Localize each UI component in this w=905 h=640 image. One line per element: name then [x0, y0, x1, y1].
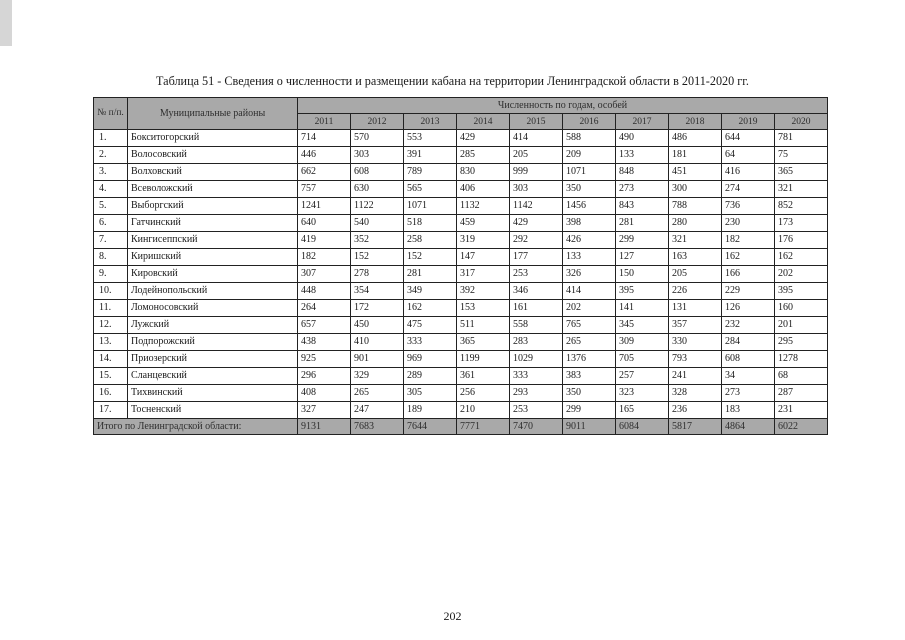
population-value: 321	[775, 181, 828, 198]
population-value: 257	[616, 368, 669, 385]
district-name: Ломоносовский	[128, 300, 298, 317]
population-value: 152	[404, 249, 457, 266]
table-row	[94, 300, 828, 317]
district-name: Тихвинский	[128, 385, 298, 402]
population-value: 365	[775, 164, 828, 181]
population-value: 662	[298, 164, 351, 181]
population-value: 429	[457, 130, 510, 147]
population-value: 319	[457, 232, 510, 249]
district-name: Кингисеппский	[128, 232, 298, 249]
population-value: 205	[510, 147, 563, 164]
population-value: 511	[457, 317, 510, 334]
population-value: 408	[298, 385, 351, 402]
population-value: 426	[563, 232, 616, 249]
population-value: 205	[669, 266, 722, 283]
population-value: 182	[722, 232, 775, 249]
row-number: 10.	[94, 283, 128, 300]
population-value: 226	[669, 283, 722, 300]
population-value: 278	[351, 266, 404, 283]
population-value: 287	[775, 385, 828, 402]
population-value: 329	[351, 368, 404, 385]
district-name: Выборгский	[128, 198, 298, 215]
total-value: 9011	[563, 419, 616, 435]
population-value: 265	[351, 385, 404, 402]
population-value: 326	[563, 266, 616, 283]
population-value: 848	[616, 164, 669, 181]
district-name: Подпорожский	[128, 334, 298, 351]
population-value: 1241	[298, 198, 351, 215]
population-value: 365	[457, 334, 510, 351]
table-row	[94, 164, 828, 181]
population-value: 296	[298, 368, 351, 385]
population-value: 383	[563, 368, 616, 385]
population-value: 486	[669, 130, 722, 147]
population-value: 299	[616, 232, 669, 249]
header-row-group	[94, 98, 828, 114]
population-value: 133	[616, 147, 669, 164]
population-value: 253	[510, 402, 563, 419]
population-value: 789	[404, 164, 457, 181]
population-table	[93, 97, 828, 435]
population-value: 201	[775, 317, 828, 334]
population-value: 189	[404, 402, 457, 419]
population-value: 1071	[563, 164, 616, 181]
population-value: 229	[722, 283, 775, 300]
population-value: 608	[351, 164, 404, 181]
population-value: 232	[722, 317, 775, 334]
row-number: 11.	[94, 300, 128, 317]
row-number: 1.	[94, 130, 128, 147]
population-value: 236	[669, 402, 722, 419]
population-value: 323	[616, 385, 669, 402]
table-row	[94, 266, 828, 283]
table-row	[94, 215, 828, 232]
population-value: 181	[669, 147, 722, 164]
population-value: 152	[351, 249, 404, 266]
population-value: 309	[616, 334, 669, 351]
row-number: 2.	[94, 147, 128, 164]
population-value: 969	[404, 351, 457, 368]
row-number: 15.	[94, 368, 128, 385]
table-row	[94, 368, 828, 385]
population-value: 350	[563, 385, 616, 402]
population-value: 253	[510, 266, 563, 283]
district-name: Приозерский	[128, 351, 298, 368]
header-year: 2013	[404, 114, 457, 130]
population-value: 280	[669, 215, 722, 232]
population-value: 349	[404, 283, 457, 300]
population-value: 166	[722, 266, 775, 283]
population-value: 630	[351, 181, 404, 198]
population-value: 459	[457, 215, 510, 232]
population-value: 303	[510, 181, 563, 198]
population-value: 1071	[404, 198, 457, 215]
population-value: 153	[457, 300, 510, 317]
district-name: Лодейнопольский	[128, 283, 298, 300]
population-value: 247	[351, 402, 404, 419]
header-year: 2012	[351, 114, 404, 130]
table-row	[94, 249, 828, 266]
row-number: 9.	[94, 266, 128, 283]
population-value: 127	[616, 249, 669, 266]
population-value: 608	[722, 351, 775, 368]
population-value: 303	[351, 147, 404, 164]
population-value: 781	[775, 130, 828, 147]
district-name: Киришский	[128, 249, 298, 266]
population-value: 289	[404, 368, 457, 385]
population-value: 209	[563, 147, 616, 164]
header-district: Муниципальные районы	[128, 98, 298, 130]
total-value: 7470	[510, 419, 563, 435]
population-value: 391	[404, 147, 457, 164]
population-value: 999	[510, 164, 563, 181]
population-value: 202	[775, 266, 828, 283]
population-value: 333	[404, 334, 457, 351]
population-value: 354	[351, 283, 404, 300]
population-value: 714	[298, 130, 351, 147]
population-value: 173	[775, 215, 828, 232]
population-value: 1132	[457, 198, 510, 215]
population-value: 346	[510, 283, 563, 300]
population-value: 183	[722, 402, 775, 419]
header-year: 2019	[722, 114, 775, 130]
total-value: 4864	[722, 419, 775, 435]
table-row	[94, 351, 828, 368]
population-value: 1456	[563, 198, 616, 215]
population-value: 328	[669, 385, 722, 402]
header-year: 2016	[563, 114, 616, 130]
population-value: 843	[616, 198, 669, 215]
district-name: Кировский	[128, 266, 298, 283]
district-name: Сланцевский	[128, 368, 298, 385]
population-value: 345	[616, 317, 669, 334]
population-value: 1376	[563, 351, 616, 368]
population-value: 177	[510, 249, 563, 266]
population-value: 736	[722, 198, 775, 215]
population-value: 757	[298, 181, 351, 198]
population-value: 64	[722, 147, 775, 164]
row-number: 14.	[94, 351, 128, 368]
population-value: 202	[563, 300, 616, 317]
population-value: 141	[616, 300, 669, 317]
population-value: 438	[298, 334, 351, 351]
population-value: 410	[351, 334, 404, 351]
population-value: 147	[457, 249, 510, 266]
scan-edge-shadow	[0, 0, 12, 46]
population-value: 300	[669, 181, 722, 198]
population-value: 1278	[775, 351, 828, 368]
population-value: 281	[616, 215, 669, 232]
header-year: 2017	[616, 114, 669, 130]
header-year: 2020	[775, 114, 828, 130]
population-value: 901	[351, 351, 404, 368]
population-value: 657	[298, 317, 351, 334]
row-number: 13.	[94, 334, 128, 351]
district-name: Волосовский	[128, 147, 298, 164]
population-value: 210	[457, 402, 510, 419]
population-value: 518	[404, 215, 457, 232]
total-value: 5817	[669, 419, 722, 435]
population-value: 419	[298, 232, 351, 249]
population-value: 1122	[351, 198, 404, 215]
row-number: 8.	[94, 249, 128, 266]
population-value: 256	[457, 385, 510, 402]
district-name: Всеволожский	[128, 181, 298, 198]
table-row	[94, 317, 828, 334]
population-value: 398	[563, 215, 616, 232]
population-value: 1142	[510, 198, 563, 215]
total-value: 7771	[457, 419, 510, 435]
header-year: 2018	[669, 114, 722, 130]
row-number: 17.	[94, 402, 128, 419]
total-label: Итого по Ленинградской области:	[94, 419, 298, 435]
district-name: Бокситогорский	[128, 130, 298, 147]
population-value: 293	[510, 385, 563, 402]
table-row	[94, 334, 828, 351]
population-value: 416	[722, 164, 775, 181]
header-year: 2011	[298, 114, 351, 130]
total-value: 7683	[351, 419, 404, 435]
population-value: 788	[669, 198, 722, 215]
population-value: 429	[510, 215, 563, 232]
population-value: 565	[404, 181, 457, 198]
population-value: 640	[298, 215, 351, 232]
population-value: 705	[616, 351, 669, 368]
population-value: 570	[351, 130, 404, 147]
population-value: 446	[298, 147, 351, 164]
row-number: 3.	[94, 164, 128, 181]
district-name: Лужский	[128, 317, 298, 334]
table-row	[94, 130, 828, 147]
population-value: 357	[669, 317, 722, 334]
table-body	[94, 130, 828, 419]
header-years-group: Численность по годам, особей	[298, 98, 828, 114]
population-value: 258	[404, 232, 457, 249]
population-value: 160	[775, 300, 828, 317]
district-name: Волховский	[128, 164, 298, 181]
population-value: 414	[510, 130, 563, 147]
row-number: 4.	[94, 181, 128, 198]
population-value: 150	[616, 266, 669, 283]
population-value: 644	[722, 130, 775, 147]
population-value: 588	[563, 130, 616, 147]
population-value: 126	[722, 300, 775, 317]
population-value: 305	[404, 385, 457, 402]
table-row	[94, 283, 828, 300]
population-value: 172	[351, 300, 404, 317]
population-value: 475	[404, 317, 457, 334]
table-row	[94, 181, 828, 198]
population-value: 406	[457, 181, 510, 198]
population-value: 182	[298, 249, 351, 266]
population-value: 273	[616, 181, 669, 198]
population-value: 231	[775, 402, 828, 419]
population-value: 162	[404, 300, 457, 317]
population-value: 133	[563, 249, 616, 266]
population-value: 162	[722, 249, 775, 266]
population-value: 34	[722, 368, 775, 385]
population-value: 307	[298, 266, 351, 283]
population-value: 317	[457, 266, 510, 283]
population-value: 281	[404, 266, 457, 283]
district-name: Тосненский	[128, 402, 298, 419]
total-row	[94, 419, 828, 435]
population-value: 450	[351, 317, 404, 334]
population-value: 274	[722, 181, 775, 198]
header-year: 2014	[457, 114, 510, 130]
population-value: 451	[669, 164, 722, 181]
population-value: 852	[775, 198, 828, 215]
total-value: 9131	[298, 419, 351, 435]
population-value: 327	[298, 402, 351, 419]
table-row	[94, 385, 828, 402]
population-value: 284	[722, 334, 775, 351]
population-value: 793	[669, 351, 722, 368]
population-value: 292	[510, 232, 563, 249]
population-value: 352	[351, 232, 404, 249]
total-value: 6084	[616, 419, 669, 435]
population-value: 350	[563, 181, 616, 198]
population-value: 361	[457, 368, 510, 385]
population-value: 265	[563, 334, 616, 351]
population-value: 395	[775, 283, 828, 300]
page-number: 202	[443, 609, 462, 623]
table-row	[94, 147, 828, 164]
population-value: 558	[510, 317, 563, 334]
population-value: 321	[669, 232, 722, 249]
population-value: 448	[298, 283, 351, 300]
table-row	[94, 402, 828, 419]
population-value: 765	[563, 317, 616, 334]
population-value: 162	[775, 249, 828, 266]
table-row	[94, 198, 828, 215]
population-value: 540	[351, 215, 404, 232]
population-value: 285	[457, 147, 510, 164]
district-name: Гатчинский	[128, 215, 298, 232]
population-value: 553	[404, 130, 457, 147]
population-value: 230	[722, 215, 775, 232]
row-number: 16.	[94, 385, 128, 402]
population-value: 241	[669, 368, 722, 385]
population-value: 414	[563, 283, 616, 300]
row-number: 7.	[94, 232, 128, 249]
population-value: 163	[669, 249, 722, 266]
population-value: 490	[616, 130, 669, 147]
population-value: 1199	[457, 351, 510, 368]
row-number: 5.	[94, 198, 128, 215]
population-value: 333	[510, 368, 563, 385]
population-value: 299	[563, 402, 616, 419]
population-value: 330	[669, 334, 722, 351]
row-number: 12.	[94, 317, 128, 334]
population-value: 131	[669, 300, 722, 317]
population-value: 395	[616, 283, 669, 300]
header-num: № п/п.	[94, 98, 128, 130]
header-year: 2015	[510, 114, 563, 130]
total-value: 7644	[404, 419, 457, 435]
row-number: 6.	[94, 215, 128, 232]
table-caption: Таблица 51 - Сведения о численности и размещении кабана на территории Ленинградской области в 2011-2020 гг.	[156, 74, 749, 88]
population-value: 75	[775, 147, 828, 164]
population-value: 392	[457, 283, 510, 300]
population-value: 283	[510, 334, 563, 351]
population-value: 295	[775, 334, 828, 351]
population-value: 830	[457, 164, 510, 181]
population-value: 165	[616, 402, 669, 419]
population-value: 1029	[510, 351, 563, 368]
population-value: 925	[298, 351, 351, 368]
population-value: 273	[722, 385, 775, 402]
total-value: 6022	[775, 419, 828, 435]
population-value: 176	[775, 232, 828, 249]
population-value: 68	[775, 368, 828, 385]
population-value: 161	[510, 300, 563, 317]
table-row	[94, 232, 828, 249]
population-value: 264	[298, 300, 351, 317]
